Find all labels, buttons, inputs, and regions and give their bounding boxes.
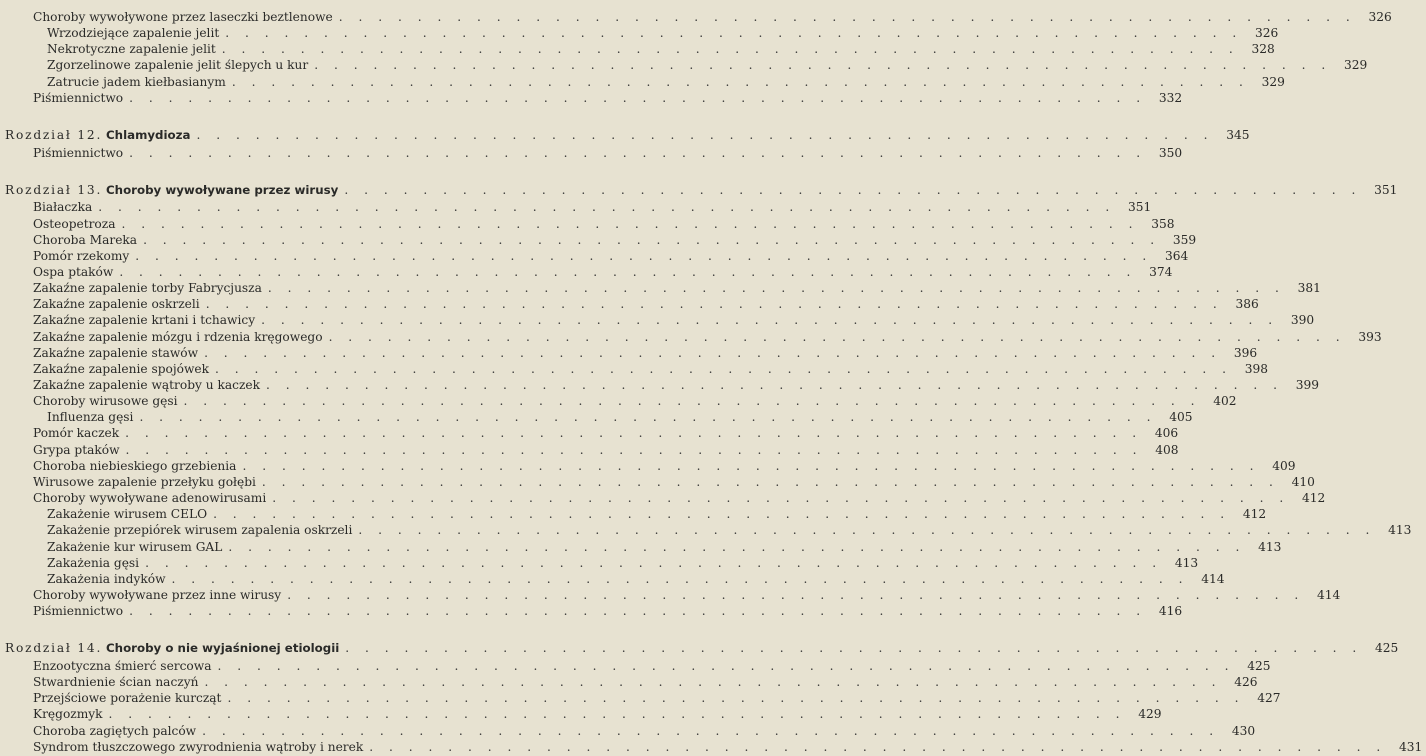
entry-title: Nekrotyczne zapalenie jelit (47, 42, 216, 57)
toc-entry (0, 539, 1282, 556)
entry-title: Piśmiennictwo (33, 604, 124, 619)
toc-entry (0, 739, 1423, 756)
dot-leader: . . . . . . . . . . . . . . . . . . . . . . . . . . . . . . . . . . . . . . . . . . . . . . . . . . . . (265, 378, 1284, 392)
entry-title: Choroba Mareka (33, 232, 138, 247)
entry-title: Zakażenie przepiórek wirusem zapalenia oskrzeli (47, 523, 353, 538)
chapter-heading (0, 127, 1250, 144)
page-number: 345 (1226, 127, 1250, 142)
entry-title: Choroby wywoływane przez inne wirusy (33, 587, 282, 602)
dot-leader: . . . . . . . . . . . . . . . . . . . . . . . . . . . . . . . . . . . . . . . . . . . . . . . . . . . . (338, 10, 1356, 24)
page-number: 408 (1155, 442, 1179, 457)
entry-title: Zakaźne zapalenie krtani i tchawicy (33, 313, 256, 328)
toc-entry (0, 74, 1285, 91)
entry-title: Zakaźne zapalenie spojówek (33, 361, 209, 376)
dot-leader: . . . . . . . . . . . . . . . . . . . . . . . . . . . . . . . . . . . . . . . . . . . . . . . . . . . . (204, 675, 1222, 690)
page-number: 374 (1149, 264, 1173, 279)
page-number: 406 (1154, 426, 1179, 441)
toc-entry (0, 25, 1279, 42)
toc-entry (0, 723, 1256, 740)
toc-entry (0, 409, 1193, 426)
toc-entry (0, 555, 1199, 572)
toc-entry (0, 312, 1315, 329)
page-number: 414 (1201, 571, 1225, 586)
chapter-number: Rozdział 14. (5, 641, 103, 656)
page-number: 416 (1158, 604, 1183, 619)
dot-leader: . . . . . . . . . . . . . . . . . . . . . . . . . . . . . . . . . . . . . . . . . . . . . . . . . . . . (242, 458, 1260, 473)
page-number: 351 (1128, 200, 1152, 215)
page-number: 381 (1297, 281, 1321, 296)
toc-entry (0, 232, 1197, 249)
dot-leader: . . . . . . . . . . . . . . . . . . . . . . . . . . . . . . . . . . . . . . . . . . . . . . . . . . . . (221, 42, 1239, 57)
page-number: 386 (1235, 297, 1259, 312)
dot-leader: . . . . . . . . . . . . . . . . . . . . . . . . . . . . . . . . . . . . . . . . . . . . . . . . . . . . (145, 555, 1163, 570)
entry-title: Choroby wirusowe gęsi (33, 394, 178, 409)
page-number: 425 (1247, 658, 1271, 673)
entry-title: Zakażenie wirusem CELO (47, 507, 208, 522)
entry-title: Pomór rzekomy (33, 248, 130, 263)
entry-title: Zakaźne zapalenie wątroby u kaczek (33, 378, 260, 392)
page-number: 396 (1233, 345, 1258, 360)
dot-leader: . . . . . . . . . . . . . . . . . . . . . . . . . . . . . . . . . . . . . . . . . . . . . . . . . . . . (135, 248, 1153, 263)
page-number: 329 (1261, 74, 1285, 89)
entry-title: Przejściowe porażenie kurcząt (33, 691, 222, 706)
dot-leader: . . . . . . . . . . . . . . . . . . . . . . . . . . . . . . . . . . . . . . . . . . . . . . . . . . . . (129, 145, 1147, 160)
dot-leader: . . . . . . . . . . . . . . . . . . . . . . . . . . . . . . . . . . . . . . . . . . . . . . . . . . . . (129, 604, 1147, 619)
entry-title: Zgorzelinowe zapalenie jelit ślepych u kur (47, 58, 309, 73)
entry-title: Stwardnienie ścian naczyń (33, 675, 199, 690)
dot-leader: . . . . . . . . . . . . . . . . . . . . . . . . . . . . . . . . . . . . . . . . . . . . . . . . . . . . (287, 587, 1305, 602)
page-number: 425 (1375, 641, 1399, 656)
page-number: 398 (1244, 361, 1269, 376)
page-number: 413 (1174, 555, 1199, 570)
toc-entry (0, 90, 1183, 107)
page-number: 409 (1272, 458, 1296, 473)
dot-leader: . . . . . . . . . . . . . . . . . . . . . . . . . . . . . . . . . . . . . . . . . . . . . . . . . . . . (98, 200, 1116, 215)
entry-title: Choroba niebieskiego grzebienia (33, 458, 237, 473)
dot-leader: . . . . . . . . . . . . . . . . . . . . . . . . . . . . . . . . . . . . . . . . . . . . . . . . . . . . (214, 361, 1233, 376)
chapter-number: Rozdział 12. (5, 127, 103, 142)
toc-entry (0, 296, 1259, 313)
page-number: 431 (1399, 739, 1423, 754)
entry-title: Zakaźne zapalenie mózgu i rdzenia kręgowego (33, 329, 323, 344)
toc-entry (0, 393, 1237, 410)
entry-title: Zakaźne zapalenie oskrzeli (33, 297, 200, 312)
dot-leader: . . . . . . . . . . . . . . . . . . . . . . . . . . . . . . . . . . . . . . . . . . . . . . . . . . . . (125, 442, 1143, 457)
chapter-title: Chlamydioza (106, 127, 191, 142)
dot-leader: . . . . . . . . . . . . . . . . . . . . . . . . . . . . . . . . . . . . . . . . . . . . . . . . . . . . (205, 297, 1223, 312)
toc-entry (0, 490, 1326, 507)
page-number: 402 (1213, 394, 1237, 409)
chapter-label (5, 182, 338, 199)
entry-title: Ospa ptaków (33, 264, 114, 279)
chapter-label (5, 640, 339, 657)
chapter-title: Choroby o nie wyjaśnionej etiologii (106, 641, 340, 656)
entry-title: Piśmiennictwo (33, 90, 124, 105)
page-number: 405 (1169, 410, 1193, 425)
chapter-title: Choroby wywoływane przez wirusy (106, 182, 339, 197)
toc-entry (0, 587, 1341, 604)
dot-leader: . . . . . . . . . . . . . . . . . . . . . . . . . . . . . . . . . . . . . . . . . . . . . . . . . . . . (345, 641, 1363, 656)
toc-entry (0, 658, 1271, 675)
toc-entry (0, 571, 1225, 588)
dot-leader: . . . . . . . . . . . . . . . . . . . . . . . . . . . . . . . . . . . . . . . . . . . . . . . . . . . . (204, 345, 1222, 360)
dot-leader: . . . . . . . . . . . . . . . . . . . . . . . . . . . . . . . . . . . . . . . . . . . . . . . . . . . . (213, 507, 1231, 522)
toc-entry (0, 199, 1152, 216)
page-number: 364 (1165, 248, 1189, 263)
toc-entry (0, 280, 1321, 297)
entry-title: Zakaźne zapalenie torby Fabrycjusza (33, 281, 262, 296)
dot-leader: . . . . . . . . . . . . . . . . . . . . . . . . . . . . . . . . . . . . . . . . . . . . . . . . . . . . (225, 26, 1243, 41)
toc-entry (0, 216, 1175, 233)
dot-leader: . . . . . . . . . . . . . . . . . . . . . . . . . . . . . . . . . . . . . . . . . . . . . . . . . . . . (231, 74, 1249, 89)
toc-entry (0, 522, 1412, 539)
toc-entry (0, 41, 1275, 58)
page-number: 332 (1158, 90, 1183, 105)
page-number: 430 (1231, 723, 1256, 738)
dot-leader: . . . . . . . . . . . . . . . . . . . . . . . . . . . . . . . . . . . . . . . . . . . . . . . . . . . . (358, 523, 1376, 538)
page-number: 427 (1257, 691, 1281, 706)
toc-entry (0, 474, 1315, 491)
toc-entry (0, 425, 1179, 442)
entry-title: Syndrom tłuszczowego zwyrodnienia wątroby i nerek (33, 739, 364, 754)
dot-leader: . . . . . . . . . . . . . . . . . . . . . . . . . . . . . . . . . . . . . . . . . . . . . . . . . . . . (261, 474, 1279, 489)
page-number: 412 (1302, 491, 1326, 506)
entry-title: Wrzodziejące zapalenie jelit (47, 26, 220, 41)
toc-entry (0, 248, 1189, 265)
entry-title: Zakażenia indyków (47, 571, 166, 586)
page-number: 429 (1138, 707, 1162, 722)
page-number: 350 (1158, 145, 1183, 160)
dot-leader: . . . . . . . . . . . . . . . . . . . . . . . . . . . . . . . . . . . . . . . . . . . . . . . . . . . . (261, 313, 1279, 328)
entry-title: Białaczka (33, 200, 93, 215)
dot-leader: . . . . . . . . . . . . . . . . . . . . . . . . . . . . . . . . . . . . . . . . . . . . . . . . . . . . (119, 264, 1137, 279)
page-number: 412 (1242, 507, 1267, 522)
toc-entry (0, 442, 1179, 459)
toc-entry (0, 377, 1320, 394)
page-number: 359 (1172, 232, 1197, 247)
toc-entry (0, 690, 1281, 707)
page-number: 326 (1255, 26, 1279, 41)
entry-title: Zakaźne zapalenie stawów (33, 345, 199, 360)
dot-leader: . . . . . . . . . . . . . . . . . . . . . . . . . . . . . . . . . . . . . . . . . . . . . . . . . . . . (196, 127, 1214, 142)
page-number: 426 (1234, 675, 1258, 690)
entry-title: Kręgozmyk (33, 707, 103, 722)
dot-leader: . . . . . . . . . . . . . . . . . . . . . . . . . . . . . . . . . . . . . . . . . . . . . . . . . . . . (202, 723, 1220, 738)
entry-title: Choroby wywoływane adenowirusami (33, 491, 267, 506)
dot-leader: . . . . . . . . . . . . . . . . . . . . . . . . . . . . . . . . . . . . . . . . . . . . . . . . . . . . (143, 232, 1161, 247)
toc-entry (0, 145, 1183, 162)
toc-entry (0, 9, 1392, 26)
dot-leader: . . . . . . . . . . . . . . . . . . . . . . . . . . . . . . . . . . . . . . . . . . . . . . . . . . . . (129, 90, 1147, 105)
dot-leader: . . . . . . . . . . . . . . . . . . . . . . . . . . . . . . . . . . . . . . . . . . . . . . . . . . . . (344, 182, 1362, 197)
entry-title: Piśmiennictwo (33, 145, 124, 160)
dot-leader: . . . . . . . . . . . . . . . . . . . . . . . . . . . . . . . . . . . . . . . . . . . . . . . . . . . . (369, 739, 1387, 754)
page-number: 413 (1388, 523, 1412, 538)
page-number: 358 (1151, 216, 1175, 231)
toc-entry (0, 458, 1296, 475)
entry-title: Zakażenia gęsi (47, 555, 140, 570)
toc-entry (0, 329, 1382, 346)
page-number: 328 (1251, 42, 1275, 57)
chapter-heading (0, 182, 1398, 199)
entry-title: Osteopetroza (33, 216, 116, 231)
page-number: 351 (1374, 182, 1398, 197)
toc-entry (0, 345, 1258, 362)
page-number: 413 (1258, 539, 1282, 554)
dot-leader: . . . . . . . . . . . . . . . . . . . . . . . . . . . . . . . . . . . . . . . . . . . . . . . . . . . . (139, 410, 1157, 425)
dot-leader: . . . . . . . . . . . . . . . . . . . . . . . . . . . . . . . . . . . . . . . . . . . . . . . . . . . . (121, 216, 1139, 231)
dot-leader: . . . . . . . . . . . . . . . . . . . . . . . . . . . . . . . . . . . . . . . . . . . . . . . . . . . . (272, 491, 1290, 506)
entry-title: Wirusowe zapalenie przełyku gołębi (33, 474, 256, 489)
entry-title: Choroba zagiętych palców (33, 723, 197, 738)
dot-leader: . . . . . . . . . . . . . . . . . . . . . . . . . . . . . . . . . . . . . . . . . . . . . . . . . . . . (314, 58, 1332, 73)
page-number: 326 (1368, 10, 1392, 24)
dot-leader: . . . . . . . . . . . . . . . . . . . . . . . . . . . . . . . . . . . . . . . . . . . . . . . . . . . . (108, 707, 1126, 722)
page-number: 399 (1295, 378, 1320, 392)
dot-leader: . . . . . . . . . . . . . . . . . . . . . . . . . . . . . . . . . . . . . . . . . . . . . . . . . . . . (267, 281, 1285, 296)
toc-entry (0, 706, 1162, 723)
dot-leader: . . . . . . . . . . . . . . . . . . . . . . . . . . . . . . . . . . . . . . . . . . . . . . . . . . . . (183, 394, 1201, 409)
toc-entry (0, 674, 1258, 691)
entry-title: Enzootyczna śmierć sercowa (33, 658, 212, 673)
page-number: 414 (1316, 587, 1341, 602)
dot-leader: . . . . . . . . . . . . . . . . . . . . . . . . . . . . . . . . . . . . . . . . . . . . . . . . . . . . (228, 539, 1246, 554)
page-number: 390 (1290, 313, 1315, 328)
dot-leader: . . . . . . . . . . . . . . . . . . . . . . . . . . . . . . . . . . . . . . . . . . . . . . . . . . . . (227, 691, 1245, 706)
entry-title: Zakażenie kur wirusem GAL (47, 539, 223, 554)
toc-entry (0, 264, 1173, 281)
toc-entry (0, 603, 1183, 620)
toc-entry (0, 506, 1267, 523)
chapter-heading (0, 640, 1399, 657)
page-number: 410 (1291, 474, 1315, 489)
dot-leader: . . . . . . . . . . . . . . . . . . . . . . . . . . . . . . . . . . . . . . . . . . . . . . . . . . . . (171, 571, 1189, 586)
chapter-label (5, 127, 190, 144)
entry-title: Influenza gęsi (47, 410, 134, 425)
entry-title: Choroby wywoływone przez laseczki beztlenowe (33, 10, 333, 24)
dot-leader: . . . . . . . . . . . . . . . . . . . . . . . . . . . . . . . . . . . . . . . . . . . . . . . . . . . . (217, 658, 1235, 673)
entry-title: Pomór kaczek (33, 426, 120, 441)
page-number: 329 (1343, 58, 1368, 73)
page-number: 393 (1358, 329, 1382, 344)
dot-leader: . . . . . . . . . . . . . . . . . . . . . . . . . . . . . . . . . . . . . . . . . . . . . . . . . . . . (125, 426, 1143, 441)
dot-leader: . . . . . . . . . . . . . . . . . . . . . . . . . . . . . . . . . . . . . . . . . . . . . . . . . . . . (328, 329, 1346, 344)
entry-title: Zatrucie jadem kiełbasianym (47, 74, 226, 89)
chapter-number: Rozdział 13. (5, 182, 103, 197)
toc-entry (0, 57, 1368, 74)
toc-entry (0, 361, 1269, 378)
entry-title: Grypa ptaków (33, 442, 120, 457)
